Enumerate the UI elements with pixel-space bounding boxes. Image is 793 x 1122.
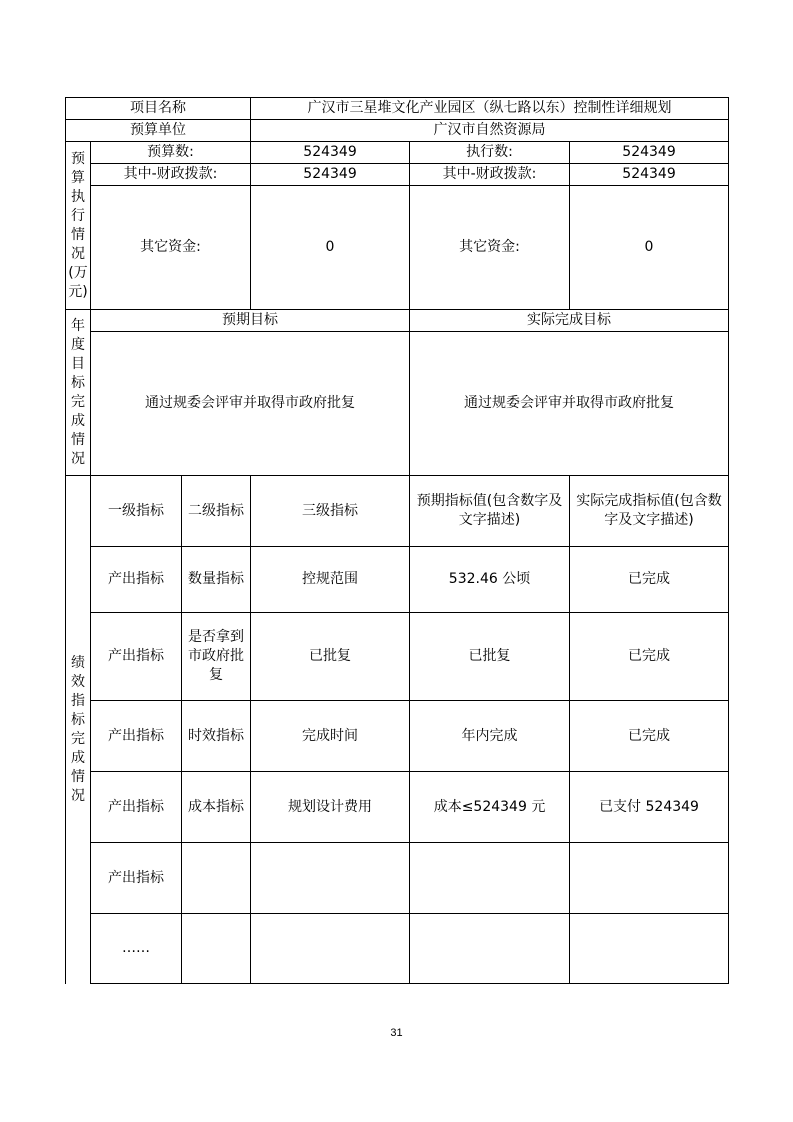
- expected-goal-text: 通过规委会评审并取得市政府批复: [91, 332, 410, 476]
- budget-side-label: 预 算 执 行 情 况 (万 元): [66, 142, 91, 310]
- budget-unit-value: 广汉市自然资源局: [251, 120, 729, 142]
- actual-value-cell: 已支付 524349: [570, 772, 729, 843]
- expected-value-cell: [410, 843, 570, 914]
- header-level3: 三级指标: [251, 476, 410, 547]
- other-funds-value: 0: [251, 186, 410, 310]
- level1-cell: ……: [91, 914, 182, 984]
- level2-cell: 成本指标: [182, 772, 251, 843]
- exec-other-funds-value: 0: [570, 186, 729, 310]
- expected-value-cell: 成本≤524349 元: [410, 772, 570, 843]
- expected-value-cell: 已批复: [410, 613, 570, 701]
- level2-cell: 是否拿到市政府批复: [182, 613, 251, 701]
- actual-goal-text: 通过规委会评审并取得市政府批复: [410, 332, 729, 476]
- budget-unit-label: 预算单位: [66, 120, 251, 142]
- level1-cell: 产出指标: [91, 843, 182, 914]
- level1-cell: 产出指标: [91, 772, 182, 843]
- level1-cell: 产出指标: [91, 701, 182, 772]
- annual-side-label: 年 度 目 标 完 成 情 况: [66, 310, 91, 476]
- actual-value-cell: 已完成: [570, 613, 729, 701]
- level3-cell: 控规范围: [251, 547, 410, 613]
- row-fiscal: [66, 164, 729, 186]
- row-budget-unit: [66, 120, 729, 142]
- fiscal-label: 其中-财政拨款:: [91, 164, 251, 186]
- level3-cell: [251, 843, 410, 914]
- expected-value-cell: 532.46 公顷: [410, 547, 570, 613]
- row-annual-content: [66, 332, 729, 476]
- budget-amount-label: 预算数:: [91, 142, 251, 164]
- level1-cell: 产出指标: [91, 547, 182, 613]
- performance-side-label: 绩 效 指 标 完 成 情 况: [66, 476, 91, 984]
- level1-cell: 产出指标: [91, 613, 182, 701]
- table-row: [66, 914, 729, 984]
- actual-value-cell: 已完成: [570, 547, 729, 613]
- table-row: [66, 772, 729, 843]
- project-name-label: 项目名称: [66, 98, 251, 120]
- expected-value-cell: 年内完成: [410, 701, 570, 772]
- header-expected-value: 预期指标值(包含数字及文字描述): [410, 476, 570, 547]
- performance-table: [65, 97, 729, 984]
- level3-cell: 规划设计费用: [251, 772, 410, 843]
- other-funds-label: 其它资金:: [91, 186, 251, 310]
- exec-other-funds-label: 其它资金:: [410, 186, 570, 310]
- level2-cell: [182, 843, 251, 914]
- actual-goal-header: 实际完成目标: [410, 310, 729, 332]
- level3-cell: 已批复: [251, 613, 410, 701]
- level2-cell: 时效指标: [182, 701, 251, 772]
- exec-fiscal-value: 524349: [570, 164, 729, 186]
- row-other-funds: [66, 186, 729, 310]
- page-number: 31: [390, 1027, 403, 1039]
- expected-goal-header: 预期目标: [91, 310, 410, 332]
- exec-fiscal-label: 其中-财政拨款:: [410, 164, 570, 186]
- budget-amount-value: 524349: [251, 142, 410, 164]
- row-indicator-header: [66, 476, 729, 547]
- fiscal-value: 524349: [251, 164, 410, 186]
- exec-amount-label: 执行数:: [410, 142, 570, 164]
- row-budget-amount: [66, 142, 729, 164]
- project-name-value: 广汉市三星堆文化产业园区（纵七路以东）控制性详细规划: [251, 98, 729, 120]
- actual-value-cell: [570, 843, 729, 914]
- actual-value-cell: 已完成: [570, 701, 729, 772]
- table-row: [66, 843, 729, 914]
- header-actual-value: 实际完成指标值(包含数字及文字描述): [570, 476, 729, 547]
- level2-cell: [182, 914, 251, 984]
- row-project-name: [66, 98, 729, 120]
- header-level1: 一级指标: [91, 476, 182, 547]
- header-level2: 二级指标: [182, 476, 251, 547]
- table-row: [66, 547, 729, 613]
- level3-cell: 完成时间: [251, 701, 410, 772]
- table-row: [66, 701, 729, 772]
- level2-cell: 数量指标: [182, 547, 251, 613]
- actual-value-cell: [570, 914, 729, 984]
- level3-cell: [251, 914, 410, 984]
- table-row: [66, 613, 729, 701]
- expected-value-cell: [410, 914, 570, 984]
- row-annual-header: [66, 310, 729, 332]
- exec-amount-value: 524349: [570, 142, 729, 164]
